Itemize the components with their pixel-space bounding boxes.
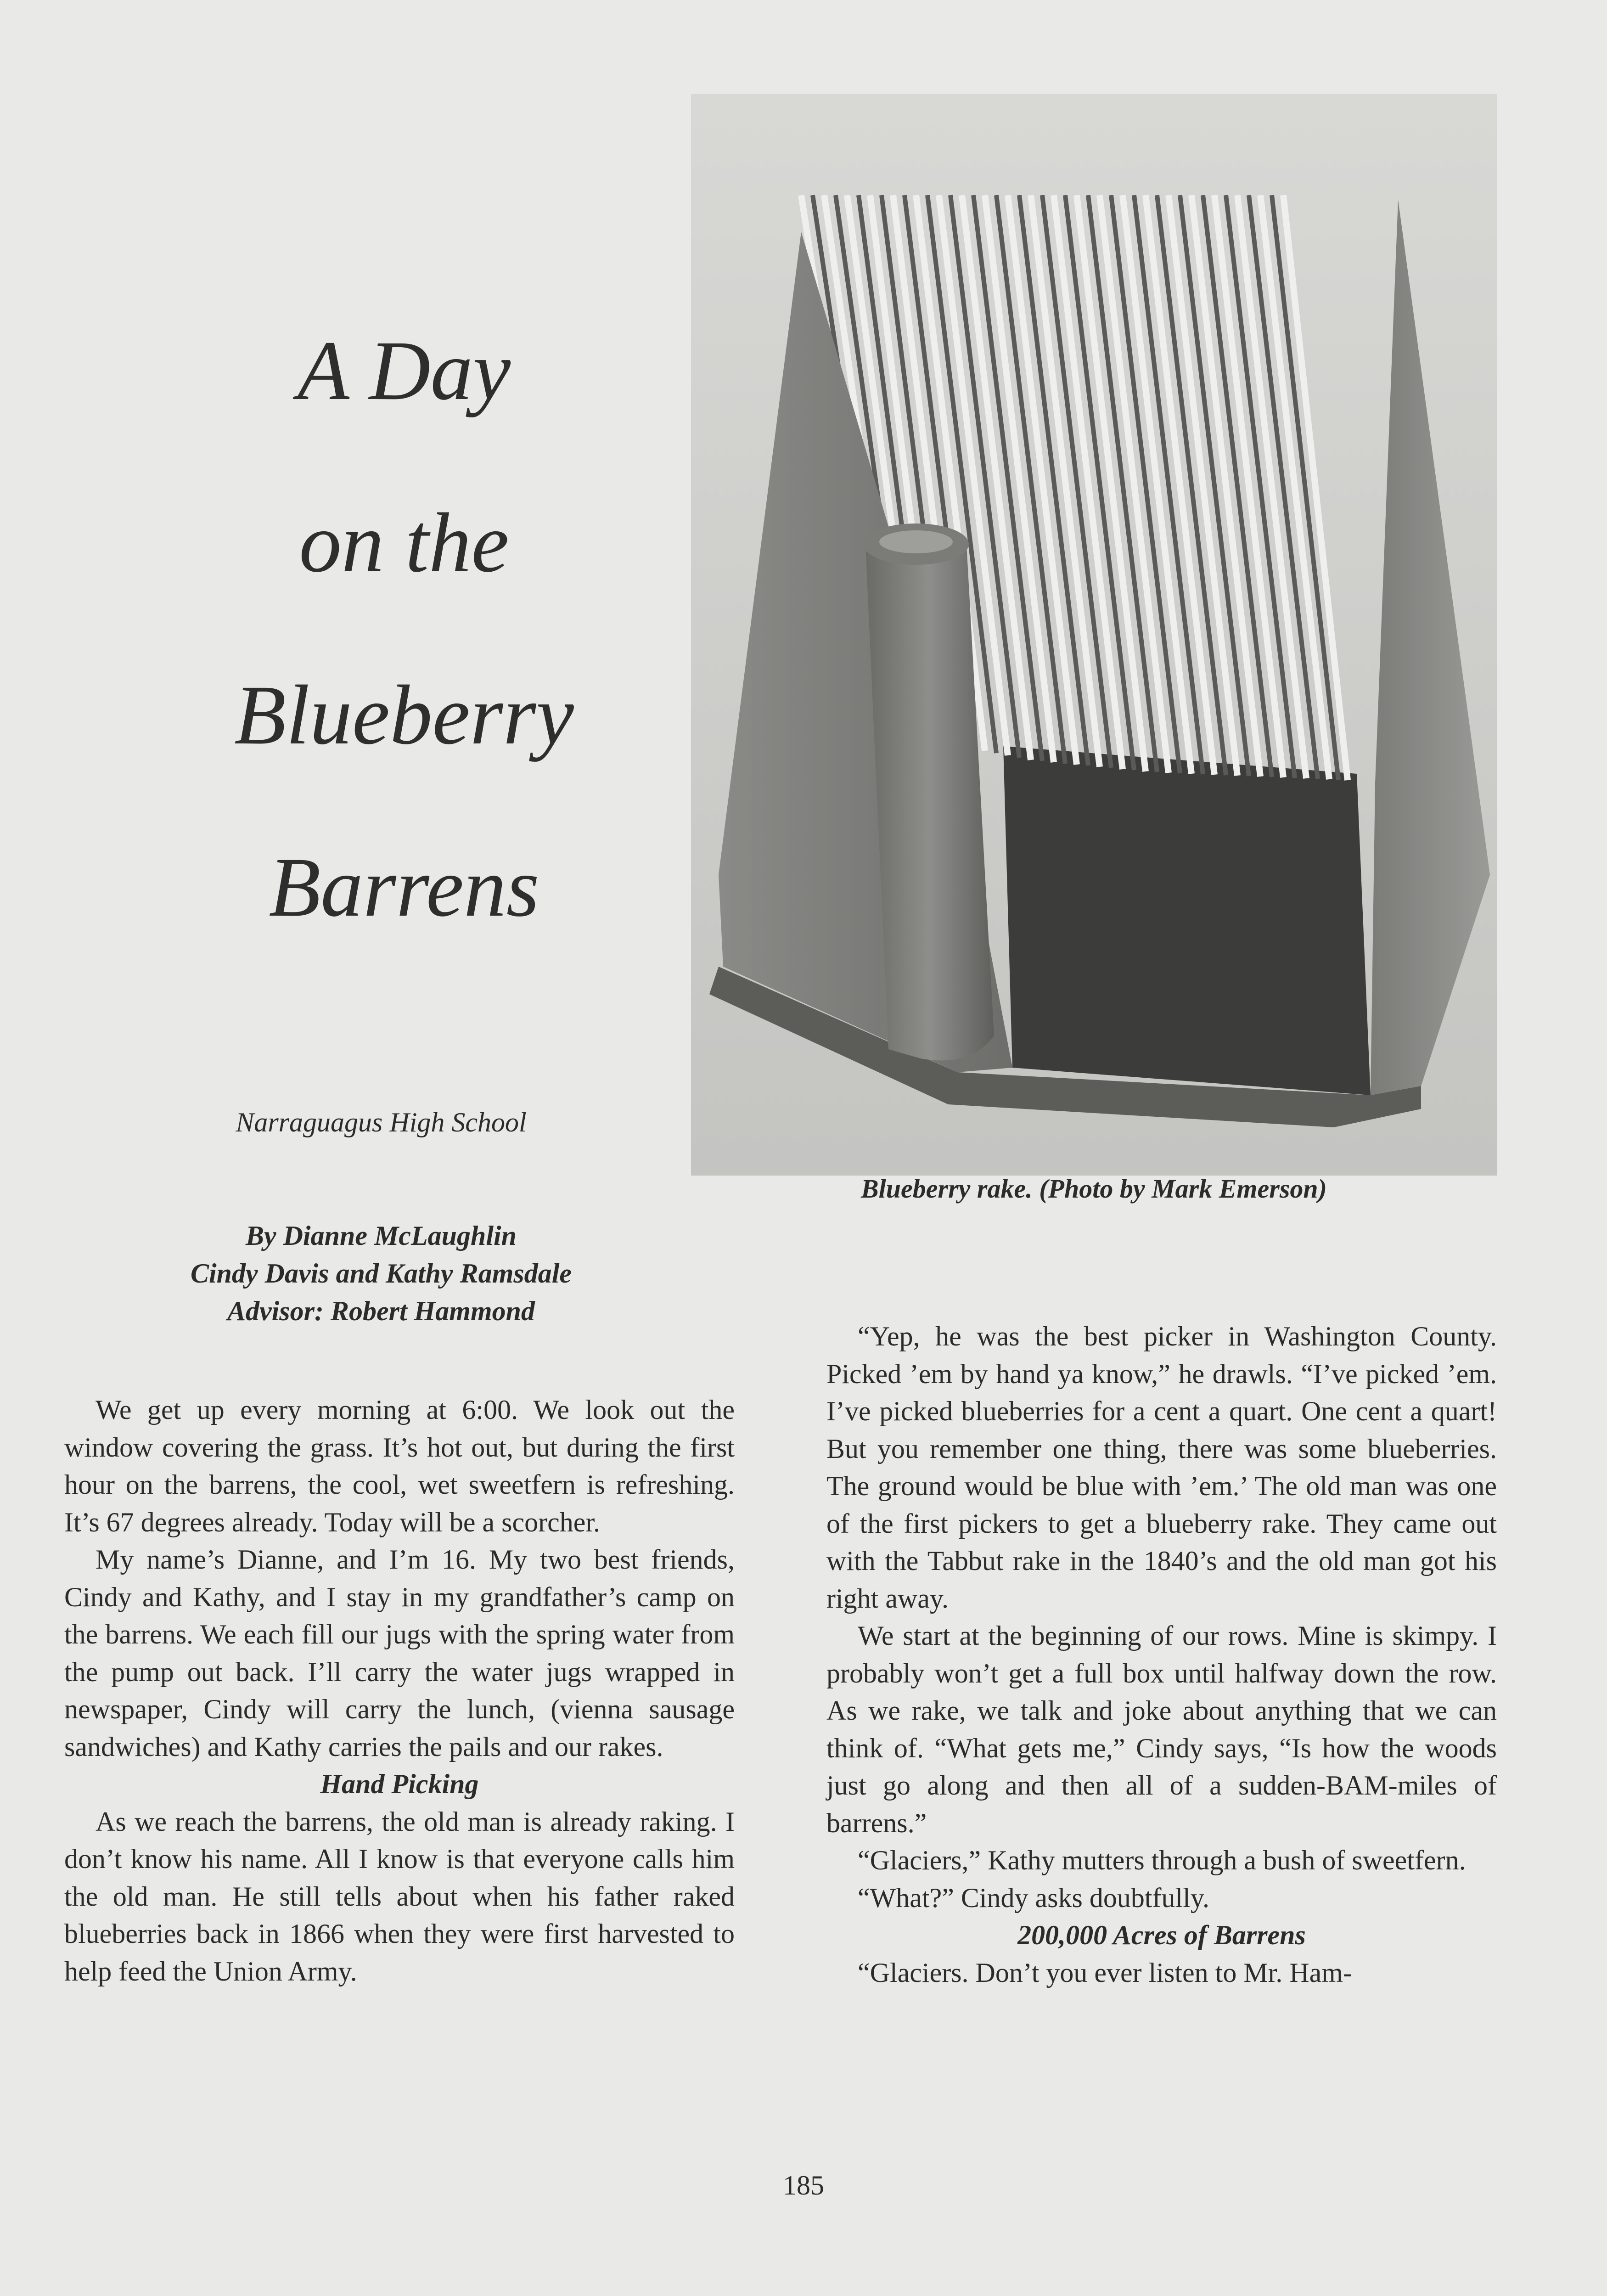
byline-line-1: By Dianne McLaughlin [245,1221,517,1251]
byline [101,1217,661,1330]
title-line-4: Barrens [269,840,539,934]
paragraph: We get up every morning at 6:00. We look out the window covering the grass. It’s hot out, but during the first hour on the barrens, the cool, wet sweetfern is refreshing. It’s 67 degrees already. Today will be a scorcher. [64,1395,735,1537]
title-line-2: on the [299,496,509,590]
paragraph: We start at the beginning of our rows. Mine is skimpy. I probably won’t get a full box until halfway down the row. As we rake, we talk and joke about anything that we can think of. “What gets me,” Cindy says, “Is how the woods just go along and then all of a sudden-BAM-miles of barrens.” [826,1621,1497,1838]
blueberry-rake-photo [691,94,1497,1176]
title-line-3: Blueberry [234,668,574,762]
paragraph: My name’s Dianne, and I’m 16. My two best friends, Cindy and Kathy, and I stay in my grandfather’s camp on the barrens. We each fill our jugs with the spring water from the pump out back. I’ll carry the water jugs wrapped in newspaper, Cindy will carry the lunch, (vienna sausage sandwiches) and Kathy carries the pails and our rakes. [64,1544,735,1762]
paragraph: “What?” Cindy asks doubtfully. [858,1882,1209,1913]
subheading-hand-picking: Hand Picking [320,1769,479,1799]
subheading-acres: 200,000 Acres of Barrens [1017,1920,1306,1950]
byline-line-3: Advisor: Robert Hammond [227,1296,535,1326]
paragraph: As we reach the barrens, the old man is already raking. I don’t know his name. All I know is that everyone calls him the old man. He still tells about when his father raked blueberries back in 1866 when they were first harvested to help feed the Union Army. [64,1806,735,1986]
paragraph: “Glaciers,” Kathy mutters through a bush of sweetfern. [858,1845,1466,1875]
title-line-1: A Day [297,324,511,418]
article-title [152,285,657,974]
byline-line-2: Cindy Davis and Kathy Ramsdale [190,1258,572,1289]
paragraph: “Glaciers. Don’t you ever listen to Mr. Ham- [858,1957,1352,1988]
left-column [64,1391,735,1990]
page-number: 185 [783,2170,824,2200]
right-column [826,1318,1497,1992]
photo-caption: Blueberry rake. (Photo by Mark Emerson) [861,1174,1327,1204]
school-name: Narraguagus High School [236,1107,527,1137]
rake-illustration [691,94,1497,1176]
paragraph: “Yep, he was the best picker in Washington County. Picked ’em by hand ya know,” he drawls. “I’ve picked ’em. I’ve picked blueberries for a cent a quart. One cent a quart! But you remember one thing, there was some blueberries. The ground would be blue with ’em.’ The old man was one of the first pickers to get a blueberry rake. They came out with the Tabbut rake in the 1840’s and the old man got his right away. [826,1321,1497,1614]
